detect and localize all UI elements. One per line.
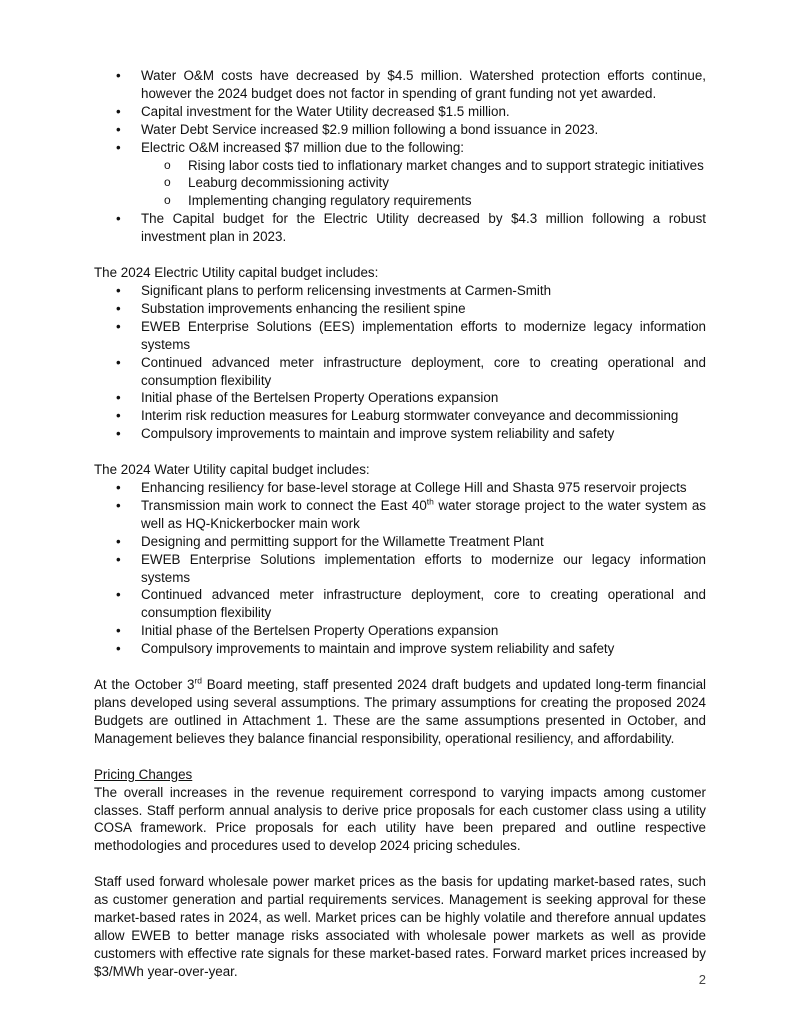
pricing-paragraph-1: The overall increases in the revenue requirement correspond to varying impacts among customer classes. Staff perform annual analysis to derive price proposals for each customer class using a utility COSA framework. Price proposals for each utility have been prepared and outline respective methodologies and procedures used to develop 2024 pricing schedules. (94, 784, 706, 854)
list-item: • Significant plans to perform relicensing investments at Carmen-Smith (94, 282, 706, 300)
list-item-text: water storage project to the water system as well as HQ-Knickerbocker main work (141, 497, 706, 531)
superscript: rd (194, 675, 202, 686)
electric-om-sublist (94, 157, 706, 211)
list-item: • Continued advanced meter infrastructure deployment, core to creating operational and consumption flexibility (94, 586, 706, 622)
list-item (94, 497, 706, 533)
list-item: • Compulsory improvements to maintain and improve system reliability and safety (94, 425, 706, 443)
list-item: • Water O&M costs have decreased by $4.5 million. Watershed protection efforts continue, however the 2024 budget does not factor in spending of grant funding not yet awarded. (94, 67, 706, 103)
budget-summary-list (94, 67, 706, 157)
list-item: • Capital investment for the Water Utility decreased $1.5 million. (94, 103, 706, 121)
list-item: • EWEB Enterprise Solutions (EES) implementation efforts to modernize legacy information systems (94, 318, 706, 354)
list-item: • Designing and permitting support for the Willamette Treatment Plant (94, 533, 706, 551)
list-item: • Electric O&M increased $7 million due to the following: (94, 139, 706, 157)
superscript: th (426, 496, 434, 507)
paragraph-text: At the October 3 (94, 677, 195, 693)
list-item: • Compulsory improvements to maintain and improve system reliability and safety (94, 640, 706, 658)
pricing-paragraph-2: Staff used forward wholesale power market prices as the basis for updating market-based rates, such as customer generation and partial requirements services. Management is seeking approval for these market-based rates in 2024, as well. Market prices can be highly volatile and therefore annual updates allow EWEB to better manage risks associated with wholesale power markets as well as provide customers with effective rate signals for these market-based rates. Forward market prices increased by $3/MWh year-over-year. (94, 874, 706, 979)
electric-capital-list (94, 282, 706, 443)
sub-list-item: o Rising labor costs tied to inflationary market changes and to support strategic initiatives (94, 157, 706, 175)
board-meeting-paragraph (94, 676, 706, 748)
page-number: 2 (698, 972, 706, 987)
list-item: • Continued advanced meter infrastructure deployment, core to creating operational and consumption flexibility (94, 354, 706, 390)
list-item: • Interim risk reduction measures for Leaburg stormwater conveyance and decommissioning (94, 407, 706, 425)
sub-list-item: o Leaburg decommissioning activity (94, 174, 706, 192)
paragraph-text: Board meeting, staff presented 2024 draft budgets and updated long-term financial plans developed using several assumptions. The primary assumptions for creating the proposed 2024 Budgets are outlined in Attachment 1. These are the same assumptions presented in October, and Management believes they balance financial responsibility, operational resiliency, and affordability. (94, 677, 706, 746)
page-content (94, 67, 706, 981)
list-item: • Initial phase of the Bertelsen Property Operations expansion (94, 622, 706, 640)
budget-summary-list-end (94, 210, 706, 246)
electric-capital-intro: The 2024 Electric Utility capital budget includes: (94, 265, 379, 281)
list-item: • EWEB Enterprise Solutions implementation efforts to modernize our legacy information systems (94, 551, 706, 587)
list-item: • Initial phase of the Bertelsen Property Operations expansion (94, 389, 706, 407)
list-item: • Substation improvements enhancing the resilient spine (94, 300, 706, 318)
water-capital-list (94, 479, 706, 658)
list-item-text: Transmission main work to connect the East 40 (141, 497, 427, 513)
sub-list-item: o Implementing changing regulatory requirements (94, 192, 706, 210)
pricing-heading: Pricing Changes (94, 766, 193, 782)
water-capital-intro: The 2024 Water Utility capital budget includes: (94, 462, 370, 478)
list-item: • Water Debt Service increased $2.9 million following a bond issuance in 2023. (94, 121, 706, 139)
list-item: • The Capital budget for the Electric Utility decreased by $4.3 million following a robust investment plan in 2023. (94, 210, 706, 246)
list-item: • Enhancing resiliency for base-level storage at College Hill and Shasta 975 reservoir projects (94, 479, 706, 497)
